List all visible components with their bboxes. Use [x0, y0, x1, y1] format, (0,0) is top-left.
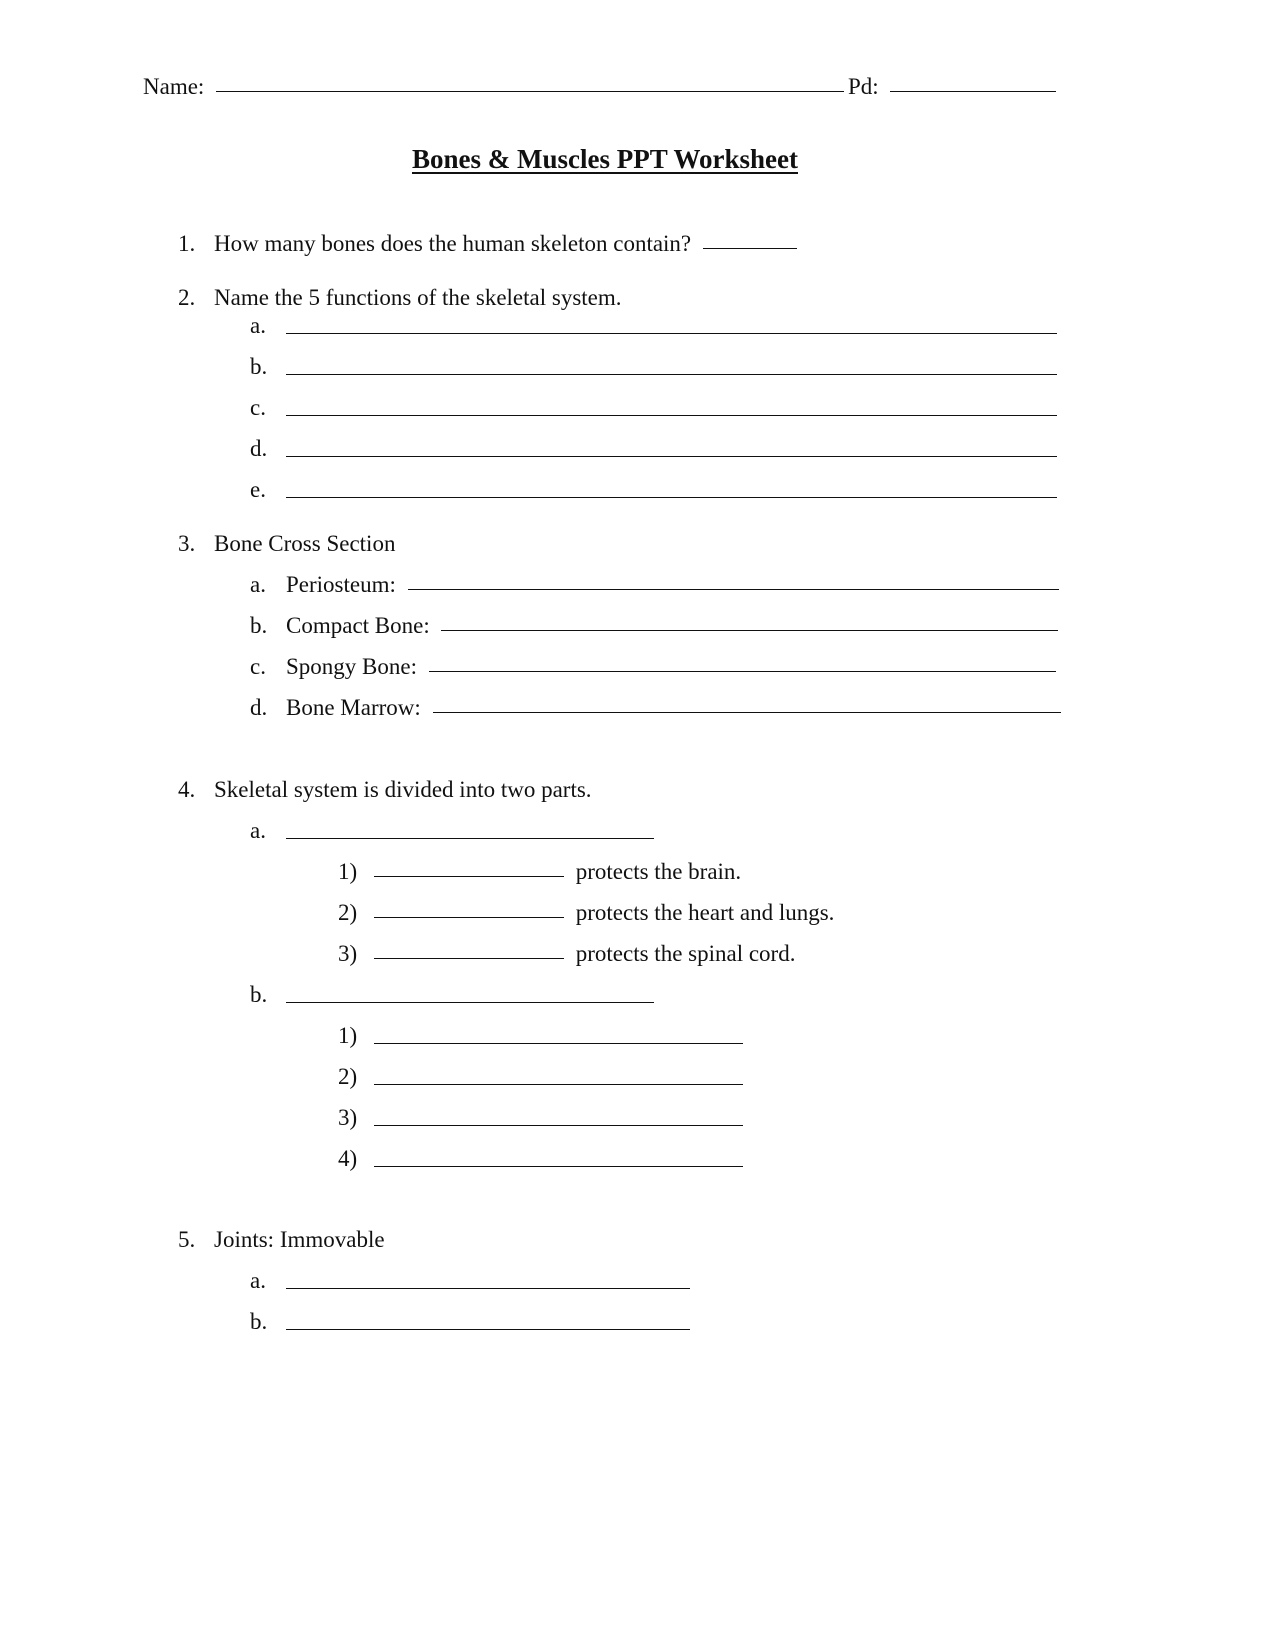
q1-answer-blank[interactable]: [703, 248, 797, 249]
q3-item-a: [286, 573, 1059, 596]
q4-b-sub4-blank[interactable]: [374, 1166, 743, 1167]
q4-b-sub2-blank[interactable]: [374, 1084, 743, 1085]
q3-number: 3.: [178, 531, 196, 556]
q4-a-sub1-blank[interactable]: [374, 876, 564, 877]
q4-a-sub2-number: 2): [338, 900, 358, 925]
q4-number: 4.: [178, 777, 196, 802]
q4-a-sub1: [374, 860, 741, 883]
q3-item-c: [286, 655, 1056, 678]
periosteum-blank[interactable]: [408, 589, 1059, 590]
q2-item-a-letter: a.: [250, 313, 266, 338]
q2-item-c-letter: c.: [250, 395, 266, 420]
q2-item-e-blank[interactable]: [286, 497, 1057, 498]
q4-part-b-blank[interactable]: [286, 1002, 654, 1003]
q3-item-a-letter: a.: [250, 572, 266, 597]
q3-item-d-letter: d.: [250, 695, 268, 720]
q4-a-sub1-text: protects the brain.: [575, 859, 742, 884]
q4-a-sub1-number: 1): [338, 859, 358, 884]
q4-part-a-blank[interactable]: [286, 838, 654, 839]
q4-a-sub3: [374, 942, 795, 965]
q5-item-a-blank[interactable]: [286, 1288, 690, 1289]
q2-item-b-blank[interactable]: [286, 374, 1057, 375]
q2-item-b-letter: b.: [250, 354, 268, 379]
q4-prompt: Skeletal system is divided into two parts.: [214, 777, 592, 802]
pd-label: Pd:: [848, 74, 879, 99]
q3-item-b-letter: b.: [250, 613, 268, 638]
name-label: Name:: [143, 74, 205, 99]
q2-item-d-blank[interactable]: [286, 456, 1057, 457]
q4-part-a-letter: a.: [250, 818, 266, 843]
pd-blank[interactable]: [890, 91, 1056, 92]
q1-text: [214, 232, 797, 255]
q4-b-sub4-number: 4): [338, 1146, 358, 1171]
q4-a-sub3-text: protects the spinal cord.: [575, 941, 796, 966]
q4-b-sub3-number: 3): [338, 1105, 358, 1130]
q4-b-sub2-number: 2): [338, 1064, 358, 1089]
q4-a-sub2-text: protects the heart and lungs.: [575, 900, 835, 925]
name-field: [143, 75, 844, 98]
q3-item-c-letter: c.: [250, 654, 266, 679]
period-field: [848, 75, 1056, 98]
q2-item-c-blank[interactable]: [286, 415, 1057, 416]
q5-item-b-blank[interactable]: [286, 1329, 690, 1330]
periosteum-label: Periosteum:: [286, 572, 396, 597]
bone-marrow-blank[interactable]: [433, 712, 1061, 713]
q2-item-e-letter: e.: [250, 477, 266, 502]
bone-marrow-label: Bone Marrow:: [286, 695, 421, 720]
compact-bone-label: Compact Bone:: [286, 613, 430, 638]
q5-item-a-letter: a.: [250, 1268, 266, 1293]
q4-part-b-letter: b.: [250, 982, 268, 1007]
q3-item-d: [286, 696, 1061, 719]
q1-number: 1.: [178, 231, 196, 256]
spongy-bone-label: Spongy Bone:: [286, 654, 417, 679]
q5-prompt: Joints: Immovable: [214, 1227, 385, 1252]
q2-item-a-blank[interactable]: [286, 333, 1057, 334]
q4-a-sub3-number: 3): [338, 941, 358, 966]
compact-bone-blank[interactable]: [441, 630, 1058, 631]
q2-item-d-letter: d.: [250, 436, 268, 461]
q5-item-b-letter: b.: [250, 1309, 268, 1334]
q2-prompt: Name the 5 functions of the skeletal system.: [214, 285, 622, 310]
q5-number: 5.: [178, 1227, 196, 1252]
q4-a-sub3-blank[interactable]: [374, 958, 564, 959]
q3-item-b: [286, 614, 1058, 637]
q3-prompt: Bone Cross Section: [214, 531, 396, 556]
q4-a-sub2-blank[interactable]: [374, 917, 564, 918]
page-title: Bones & Muscles PPT Worksheet: [411, 144, 798, 174]
q4-b-sub1-number: 1): [338, 1023, 358, 1048]
q2-number: 2.: [178, 285, 196, 310]
q1-prompt: How many bones does the human skeleton contain?: [214, 231, 692, 256]
q4-a-sub2: [374, 901, 834, 924]
q4-b-sub1-blank[interactable]: [374, 1043, 743, 1044]
name-blank[interactable]: [216, 91, 844, 92]
spongy-bone-blank[interactable]: [429, 671, 1056, 672]
q4-b-sub3-blank[interactable]: [374, 1125, 743, 1126]
